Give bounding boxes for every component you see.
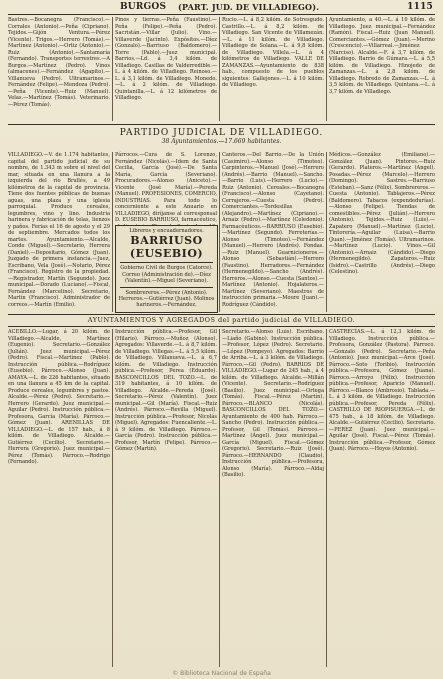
ad-separator <box>120 262 213 263</box>
section-rule <box>8 314 435 315</box>
column-divider <box>219 329 220 667</box>
bottom-column-2: Instrucción pública.—Profesor, Gil (Hilario). Párroco.—Muñoz (Alonso). Agregados: Villaverde.—L. á 8,7 kilóm. de Villadiego. Villegas.—L. á 5,5 kilóm. de Villadiego. Villanueva.—L. á 6,7 kilóm. de Villadiego. Instrucción pública.—Profesor, Perea (Eduardo). BASCONCILLOS DEL TOZO.—L. de 319 habitantes, á 10 kilóm. de Villadiego. Alcalde.—Pereda (José). Secretario.—Pérez (Valentín). Juez municipal.—Gil (María). Fiscal.—Ruiz (Andrés). Párroco.—Revilla (Miguel). Instrucción pública.—Profesor, Nicolás (Miguel). Agregados: Fuencaliente.—L. á 9 kilóm. de Villadiego. Párroco.—García (Pedro). Instrucción pública.—Profesor, Martín (Felipe). Párroco.—Gómez (Martín). <box>115 329 217 452</box>
ad-name: BARRIUSO (EUSEBIO) <box>129 234 204 261</box>
column-divider <box>326 329 327 667</box>
section-rule <box>8 326 435 327</box>
column-divider <box>219 17 220 121</box>
bottom-column-3: Secretario.—Alonso (Luis). Escribano.—Liaño (Gabino). Instrucción pública.—Profesor, López (Pedro). Secretario.—López (Pompeyo). Agregados: Barrio de Arriba.—L. á 3 kilóm. de Villadiego. Párroco.—Gil (Pedro). BARRIOS DE VILLADIEGO.—Lugar de 245 hab., á 4 kilóm. de Villadiego. Alcalde.—Millán (Vicente). Secretario.—Rodríguez (Basilio). Juez municipal.—Ortega (Tomás). Fiscal.—Pérez (Martín). Párroco.—BLANCO (Nicolás). BASCONCILLOS DEL TOZO.—Ayuntamiento de 400 hab. Párroco.—Sancho (Pedro). Instrucción pública.—Profesor, Gil (Tomás). Párroco.—Martínez (Ángel). Juez municipal.—García (Miguel). Fiscal.—Gómez (Gregorio). Secretario.—Ruiz (José). Párroco.—HERNANDO (Claudio). Instrucción pública.—Profesora, Alonso (María). Párroco.—Aldaj (Basilio). <box>222 329 324 478</box>
header-subtitle: (PART. JUD. DE VILLADIEGO). <box>178 2 320 12</box>
top-column-3: Rucio.—L. á 8,2 kilóm. de Sotresgudo. Castrillo.—L. á 8,2 kilóm. de Villadiego. San Vicente de Villamezán.—L. á 11 kilóm. de Villadiego. Villadiego de Solana.—L. á 9,8 kilóm. de Villadiego. Villela.—L. á 4 kilómetros de Villadiego. VALLE DE ZAMANZAS.—Ayuntamiento de 838 hab., compuesto de los pueblos siguientes: Gallejones.—L. á 10 kilóm. de Villadiego. <box>222 17 324 88</box>
ad-top-text: Libreros y encuadernadores. <box>129 228 204 234</box>
mid-column-1: VILLADIEGO.—V. de 1.174 habitantes, capital del partido judicial de su nombre, de 1.343 m sobre el nivel del mar, situada en una llanura a la izquierda del río Brullés, a 49 kilómetros de la capital de provincia. Tiene dos fuentes públicas de buenas aguas, una plaza y una iglesia parroquial. Produce cereales, legumbres, vino y lino. Industria harinera y fabricación de telas, lienzos y paños. Ferias el 16 de agosto y el 29 de septiembre. Mercados todos los martes. Ayuntamiento.—Alcalde, Conde (Miguel).—Secretario, Herrera (Daniel).—Depositario, Gómez (Juan). Juzgado de primera instancia.—Juez, Escribano, Vela (José).—Notario, Pérez (Francisco). Registro de la propiedad.—Registrador, Martín (Segundo). Juez municipal.—Dorado (Luciano).—Fiscal, Fernández (Marcelino). Secretario, Martín (Francisco). Administrador de correos.—Martín (Emilio). <box>8 152 110 308</box>
bottom-column-1: ACEBILLO.—Lugar, á 20 kilóm. de Villadiego.—Alcalde, Martínez (Eugenio). Secretario.—González (Julián). Juez municipal.—Pérez (Pedro). Fiscal.—Martínez (Pablo). Instrucción pública.—Rodríguez (Eusebio). Párroco.—Alonso (Juan). AMAYA.—L. de 226 habitantes, situado en una llanura a 45 km de la capital. Produce cereales, legumbres y pastos. Alcalde.—Pérez (Pedro). Secretario.—Herrero (Gerardo). Juez municipal.—Aguilar (Pedro). Instrucción pública.—Profesora, García (María). Párroco.—Gómez (Juan). ARENILLAS DE VILLADIEGO.—L. de 157 hab., á 8 kilóm. de Villadiego. Alcalde.—Gutiérrez (Cecilio). Secretario.—Herrera (Gregorio). Juez municipal.—Pérez (Tomás). Párroco.—Rodrigo (Fernando). <box>8 329 110 465</box>
column-divider <box>326 152 327 312</box>
mid-column-2: Párrocos.—Cura de S. Lorenzo, Fernández (Nicolás).—Idem de Santa Cecilia, García (José).—De Santa María, García (Severiano). Procuradores.—Alonso (Aniceto).—Vicente (José María).—Pereda (Manuel). PROFESIONES, COMERCIO, INDUSTRIAS. Para todo lo concerniente a este Anuario en VILLADIEGO, diríjanse al corresponsal D. EUSEBIO BARRIUSO, farmacéutico, <box>115 152 218 223</box>
bottom-column-4: CASTRECÍAS.—L. á 12,3 kilóm. de Villadiego. Instrucción pública.—Profesora, González (Pastora). Párroco.—Gonzalo (Pedro). Secretario.—Peña (Antonio). Juez municipal.—Arce (José). Párroco.—Soto (Toribio). Instrucción pública.—Profesora, Gómez (Juana). Párroco.—Arroyo (Félix). Instrucción pública.—Profesor, Aparicio (Manuel). Párroco.—Blanco (Ambrosio). Tablada.—L. á 3 kilóm. de Villadiego. Instrucción pública.—Profesor, Pereda (Félix). CASTRILLO DE RIOPISUERGA.—L. de 475 hab., á 18 kilóm. de Villadiego. Alcalde.—Gutiérrez (Cecilio). Secretario.—PEREZ (Juan). Juez municipal.—Aguilar (José). Fiscal.—Pérez (Tomás). Instrucción pública.—Profesor, Gómez (Juan). Párroco.—Hoyos (Antonio). <box>329 329 435 452</box>
column-divider <box>326 17 327 121</box>
advertisement-box <box>115 225 218 313</box>
section-rule <box>8 124 435 125</box>
section-title: PARTIDO JUDICIAL DE VILLADIEGO. <box>119 128 324 138</box>
section-heading <box>0 128 443 145</box>
section-subtitle: 38 Ayuntamientos.—17.669 habitantes. <box>161 138 282 145</box>
page-header <box>10 2 433 13</box>
column-divider <box>112 17 113 121</box>
column-divider <box>219 152 220 312</box>
mid-column-4: Médicos.—González (Emiliano).—González (Juan). Pintores.—Ruiz (Gerardo). Plateros.—Martínez (Angel). Posadas.—Pérez (Marcelo).—Herrero (Domingo). Sastres.—Barriuso (Esteban).—Sanz (Félix). Sombrereros.—Cuesta (Antonio). Tablajeros.—Pérez (Baldomero). Tabacos (expendedurías).—Alonso (Felipe). Tiendas de comestibles.—Pérez (Julián).—Herrero (Antonio). Tejidos.—Ruiz (Luis).—Zapatero (Manuel).—Martínez (Lucio). Tintorería.—Aguilar (Luisa).—Barrio (Juan).—Jiménez (Tomás). Ultramarinos.—Martínez (Lucio). Vinos.—Gil (Antonio).—Arnaiz (Cándido).—Diego (Hermenegildo). Zapateros.—Ruiz (Isidro).—Castrillo (Andrés).—Diego (Celestino). <box>329 152 435 275</box>
header-province: BURGOS <box>120 2 167 12</box>
column-divider <box>112 152 113 312</box>
header-rule <box>8 14 435 15</box>
ad-bottom-text: Sombrereros.—Pérez (Antonio). Herreros.—Gutiérrez (Juan). Molinos harineros.—Fernández. <box>118 289 215 309</box>
ad-separator <box>120 287 213 288</box>
library-watermark: © Biblioteca Nacional de España <box>172 670 271 677</box>
ad-body: Gobierno Civil de Burgos (Catorce). Correo (Administración de).—Díez (Valentín).—Miguel (Severiano). <box>120 265 213 285</box>
section-heading <box>0 316 443 324</box>
column-divider <box>112 329 113 667</box>
top-column-4: Ayuntamiento, a 40.—L. á 10 kilóm. de Villadiego. Juez municipal.—Fernández (Ramón). Fiscal.—Ruiz (Juan Manuel). Comerciantes.—Gómez (Juan).—Merino (Crescencio).—Villarreal.—Jiménez (Narciso). Alcalde.—F. á 3,7 kilóm. de Villadiego. Barrio de Gúmara.—L. á 5,5 kilóm. de Villadiego. Hinojedo de Zamanzas.—L. á 2,8 kilóm. de Villadiego. Robredo de Zamanzas.—L. á 3,5 kilóm. de Villadiego. Quintana.—L. á 3,7 kilóm. de Villadiego. <box>329 17 435 95</box>
section-title: AYUNTAMIENTOS Y AGREGADOS del partido judicial de VILLADIEGO. <box>87 316 356 324</box>
mid-column-3: Canteros.—Del Barrio.—De la Unión (Casimiro).—Alonso (Timoteo). Carpinteros.—Manuel (José).—Herrero (Andrés).—Barrio (Manuel).—Sancho.—Barrio (Luis).—Herrero (Lucio).—Ruiz (Antonio). Cereales.—Bocanegra (Francisco).—Alonso (Cayetano). Cerrajeros.—Cuesta (Pedro). Comerciantes.—Tordesillas (Alejandro).—Martínez (Cipriano).—Arnaiz (Pedro).—Martínez (Celedonio). Farmacéuticos.—BARRIUSO (Eusebio).—Martínez (Segundo). Ferreterías.—Alonso (Timoteo).—Fernández (Manuel).—Herrero (Andrés). Fondas.—Ruiz (Manuel). Guarnicioneros.—Alonso (Sebastián).—Herrero (Faustino). Herradores.—Fernández (Hermenegildo).—Sancho (Andrés). Herreros.—Alonso.—Cuesta (Santos).—Martínez (Antonio). Hojalateros.—Martínez (Severiano). Maestros de instrucción primaria.—Moure (Juan).—Rodríguez (Cándido). <box>222 152 324 308</box>
page-number: 1115 <box>407 2 433 12</box>
top-column-1: Bastres.—Bocanegra (Francisco).—Corrales (Antonio).—Peña (Cipriano). Tejidos.—Gijón Ventura.—Pérez (Vicente). Trigos.—Herrero (Tomás).—Martínez (Antonio).—Ortiz (Antonio).—Ruiz (Antonio).—Santamaría (Fernando). Transportes terrestres.—A Burgos.—Martínez (Pedro). Vinos (almacenes).—Fernández (Agapito).—Villanueva (Pedro). Ultramarinos.—Fernández (Felipe).—Mendoza (Pedro).—Peña (Vicente).—Ruiz (Manuel). Velas.—Martínez (Tomás). Veterinario.—Pérez (Tomás). <box>8 17 110 108</box>
top-column-2: Pinos y tierras.—Peña (Faustino).—Peña (Felipe).—Peña (Pedro). Sacristán.—Villar (Julio). Vino.—Villaverde (Jacinto). Expósitos.—Díez (Gonzalo).—Barriuso (Baldomero).—Torre (Pablo).—Juez municipal. Barrios.—Ld. á 3,4 kilóm. de Villadiego. Casillas de Valderredible.—L. á 4 kilóm. de Villadiego. Reinoso.—L. á 3,1 kilóm. de Villadiego. Monedo.—L. á 2 kilóm. de Villadiego. Quintanilla.—L. á 12 kilómetros de Villadiego. <box>115 17 217 101</box>
